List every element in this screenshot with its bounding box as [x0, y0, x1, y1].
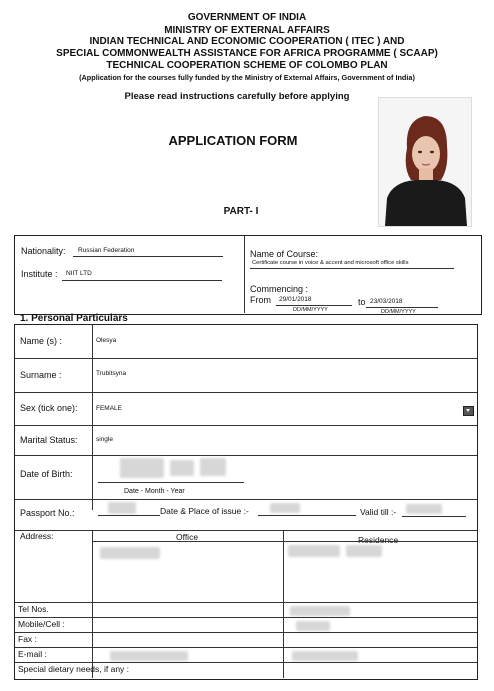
name-label: Name (s) : — [20, 336, 63, 346]
issue-underline — [258, 515, 356, 516]
passport-redacted — [108, 502, 136, 514]
tel-nos-label: Tel Nos. — [18, 604, 49, 614]
header-line-1: GOVERNMENT OF INDIA — [187, 12, 307, 23]
header-line-4: SPECIAL COMMONWEALTH ASSISTANCE FOR AFRICA PROGRAMME ( SCAAP) — [56, 48, 438, 59]
dob-label: Date of Birth: — [20, 469, 73, 479]
residence-address-redacted-1 — [288, 545, 340, 557]
section-personal-particulars: 1. Personal Particulars — [20, 313, 128, 324]
institute-underline — [62, 280, 222, 281]
name-value[interactable]: Olesya — [96, 337, 117, 344]
to-date-underline — [366, 307, 438, 308]
from-date-underline — [276, 305, 352, 306]
from-label: From — [250, 295, 271, 305]
course-underline — [250, 268, 454, 269]
sex-dropdown-icon[interactable] — [463, 406, 474, 416]
tel-divider — [14, 602, 477, 603]
dob-redacted-2 — [170, 460, 194, 476]
fax-label: Fax : — [18, 634, 37, 644]
issue-label: Date & Place of issue :- — [160, 506, 249, 516]
email-redacted — [110, 651, 188, 661]
course-box-divider — [244, 235, 245, 313]
commencing-label: Commencing : — [250, 284, 309, 294]
instructions-text: Please read instructions carefully before applying — [124, 91, 350, 102]
dob-redacted-1 — [120, 458, 164, 478]
row-divider-5 — [14, 499, 477, 500]
applicant-photo — [378, 97, 472, 227]
address-mid-divider — [283, 530, 284, 678]
nationality-label: Nationality: — [21, 246, 66, 256]
marital-status-label: Marital Status: — [20, 435, 78, 445]
sex-label: Sex (tick one): — [20, 403, 78, 413]
institute-label: Institute : — [21, 269, 58, 279]
residence-address-redacted-2 — [346, 545, 382, 557]
label-column-divider — [92, 324, 93, 510]
to-date-format: DD/MM/YYYY — [381, 309, 416, 315]
row-divider-1 — [14, 358, 477, 359]
fax-divider — [14, 632, 477, 633]
dietary-needs-label: Special dietary needs, if any : — [18, 664, 130, 674]
nationality-value[interactable]: Russian Federation — [78, 247, 135, 254]
part-label: PART- I — [223, 206, 259, 217]
surname-value[interactable]: Trubitsyna — [96, 370, 127, 377]
course-label: Name of Course: — [250, 249, 319, 259]
email-residence-redacted — [292, 651, 358, 661]
dietary-divider — [14, 662, 477, 663]
row-divider-4 — [14, 455, 477, 456]
from-date-value[interactable]: 29/01/2018 — [279, 296, 312, 303]
passport-underline — [98, 515, 160, 516]
from-date-format: DD/MM/YYYY — [293, 307, 328, 313]
residence-column-label: Residence — [358, 535, 399, 545]
passport-label: Passport No.: — [20, 508, 75, 518]
personal-particulars-table — [14, 324, 478, 680]
form-title: APPLICATION FORM — [168, 133, 298, 148]
issue-redacted — [270, 503, 300, 513]
valid-till-label: Valid till :- — [360, 507, 397, 517]
address-header-divider — [92, 541, 477, 542]
tel-redacted — [290, 606, 350, 616]
sex-value[interactable]: FEMALE — [96, 405, 123, 412]
portrait-image — [379, 98, 471, 226]
nationality-underline — [73, 256, 223, 257]
email-divider — [14, 647, 477, 648]
valid-till-redacted — [406, 504, 442, 514]
header-note: (Application for the courses fully funded by the Ministry of External Affairs, Government of India) — [79, 73, 415, 82]
mobile-label: Mobile/Cell : — [18, 619, 65, 629]
dob-format-hint: Date - Month - Year — [124, 488, 185, 495]
institute-value[interactable]: NIIT LTD — [66, 270, 92, 277]
mobile-redacted — [296, 621, 330, 631]
office-address-redacted — [100, 547, 160, 559]
row-divider-2 — [14, 392, 477, 393]
to-date-value[interactable]: 23/03/2018 — [370, 298, 403, 305]
address-left-divider — [92, 530, 93, 678]
header-line-2: MINISTRY OF EXTERNAL AFFAIRS — [164, 25, 330, 36]
email-label: E-mail : — [18, 649, 47, 659]
marital-status-value[interactable]: single — [96, 436, 113, 443]
to-label: to — [358, 297, 366, 307]
surname-label: Surname : — [20, 370, 62, 380]
course-value[interactable]: Certificate course in voice & accent and microsoft office skills — [252, 260, 409, 266]
row-divider-6 — [14, 530, 477, 531]
address-label: Address: — [20, 531, 54, 541]
header-line-3: INDIAN TECHNICAL AND ECONOMIC COOPERATION ( ITEC ) AND — [89, 36, 405, 47]
office-column-label: Office — [176, 532, 199, 542]
header-line-5: TECHNICAL COOPERATION SCHEME OF COLOMBO PLAN — [106, 60, 388, 71]
mobile-divider — [14, 617, 477, 618]
row-divider-3 — [14, 425, 477, 426]
dob-redacted-3 — [200, 458, 226, 476]
dob-underline — [98, 482, 244, 483]
valid-till-underline — [402, 516, 466, 517]
